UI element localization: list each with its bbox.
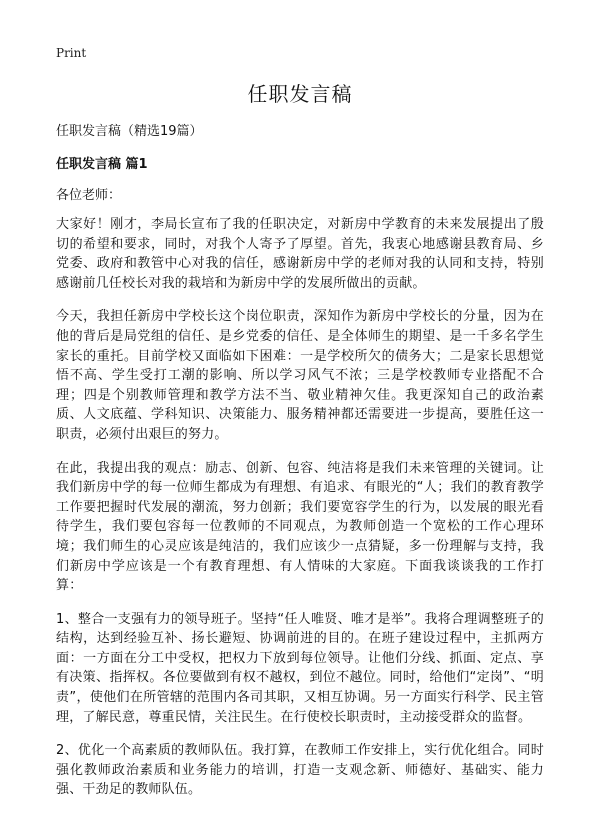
paragraph: 在此，我提出我的观点：励志、创新、包容、纯洁将是我们未来管理的关键词。让我们新房中学的每一位师生都成为有理想、有追求、有眼光的“人；我们的教育教学工作要把握时代发展的潮流，努力创新；我们要宽容学生的行为，以发展的眼光看待学生，我们要包容每一位教师的不同观点，为教师创造一个宽松的工作心理环境；我们师生的心灵应该是纯洁的，我们应该少一点猜疑，多一份理解与支持，我们新房中学应该是一个有教育理想、有人情味的大家庭。下面我谈谈我的工作打算： <box>56 460 544 594</box>
paragraph: 2、优化一个高素质的教师队伍。我打算，在教师工作安排上，实行优化组合。同时强化教师政治素质和业务能力的培训，打造一支观念新、师德好、基础实、能力强、干劲足的教师队伍。 <box>56 743 544 798</box>
paragraph: 1、整合一支强有力的领导班子。坚持“任人唯贤、唯才是举”。我将合理调整班子的结构，达到经验互补、扬长避短、协调前进的目的。在班子建设过程中，主抓两方面：一方面在分工中受权，把权力下放到每位领导。让他们分线、抓面、定点、享有决策、指挥权。各位要做到有权不越权，到位不越位。同时，给他们“定岗”、“明责”，使他们在所管辖的范围内各司其职，又相互协调。另一方面实行科学、民主管理，了解民意，尊重民情，关注民生。在行使校长职责时，主动接受群众的监督。 <box>56 611 544 725</box>
greeting: 各位老师： <box>56 188 122 203</box>
print-link[interactable]: Print <box>56 46 87 60</box>
document-body <box>56 120 544 814</box>
document-subtitle: 任职发言稿（精选19篇） <box>56 124 203 139</box>
page-title: 任职发言稿 <box>247 82 353 106</box>
section-heading: 任职发言稿 篇1 <box>56 157 148 172</box>
paragraph: 今天，我担任新房中学校长这个岗位职责，深知作为新房中学校长的分量，因为在他的背后是局党组的信任、是乡党委的信任、是全体师生的期望、是一千多名学生家长的重托。目前学校又面临如下困难：一是学校所欠的债务大；二是家长思想觉悟不高、学生受打工潮的影响、所以学习风气不浓；三是学校教师专业搭配不合理；四是个别教师管理和教学方法不当、敬业精神欠佳。我更深知自己的政治素质、人文底蕴、学科知识、决策能力、服务精神都还需要进一步提高，要胜任这一职责，必须付出艰巨的努力。 <box>56 309 544 442</box>
paragraph: 大家好！刚才，李局长宣布了我的任职决定，对新房中学教育的未来发展提出了殷切的希望和要求，同时，对我个人寄予了厚望。首先，我衷心地感谢县教育局、乡党委、政府和教管中心对我的信任，感谢新房中学的老师对我的认同和支持，特别感谢前几任校长对我的栽培和为新房中学的发展所做出的贡献。 <box>56 217 544 291</box>
